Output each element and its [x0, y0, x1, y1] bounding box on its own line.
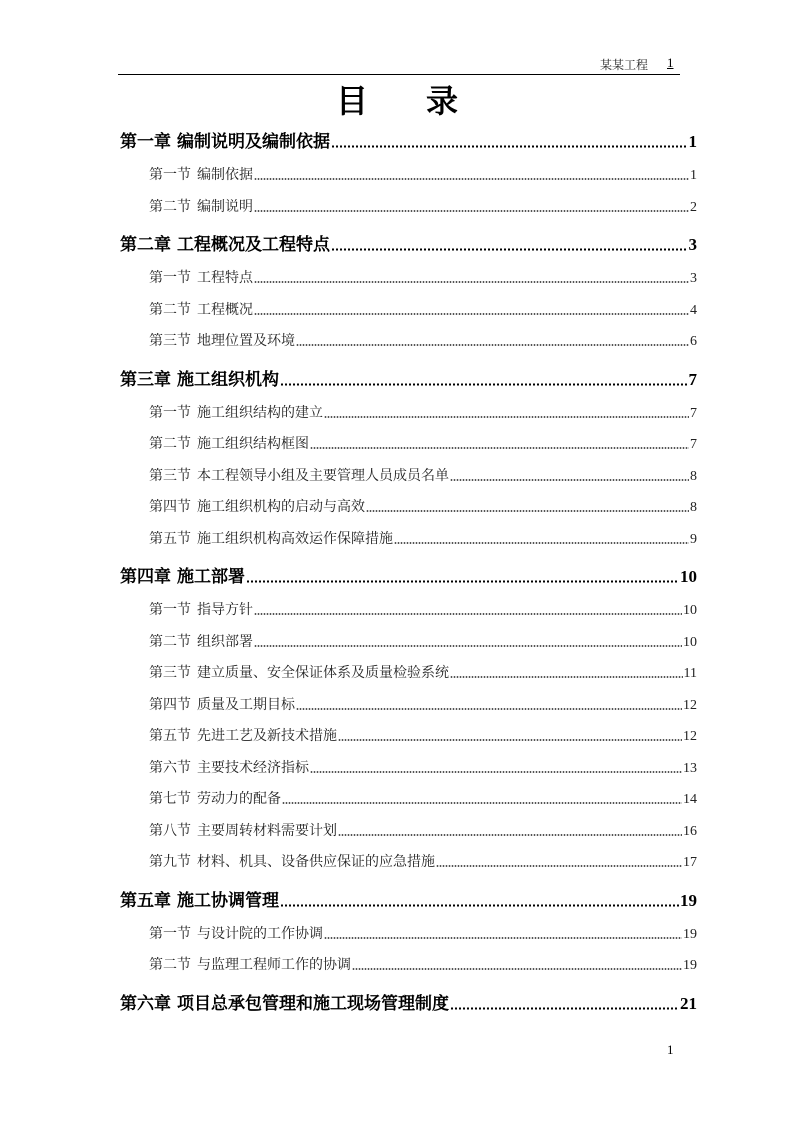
entry-label	[149, 267, 253, 287]
entry-label	[120, 886, 279, 911]
entry-page-number: 19	[683, 958, 697, 973]
entry-label	[149, 196, 253, 216]
dot-leader	[352, 968, 682, 970]
entry-number: 第六章	[120, 993, 171, 1013]
entry-number: 第三节	[149, 666, 191, 681]
dot-leader	[254, 281, 689, 283]
entry-title: 项目总承包管理和施工现场管理制度	[177, 993, 449, 1013]
footer-page-number: 1	[667, 1042, 674, 1057]
entry-page-number: 1	[690, 168, 697, 183]
dot-leader	[324, 937, 682, 939]
entry-number: 第二节	[149, 302, 191, 318]
entry-title: 工程特点	[197, 271, 253, 286]
entry-label	[149, 788, 281, 808]
entry-title: 本工程领导小组及主要管理人员成员名单	[197, 468, 449, 484]
toc-chapter-entry[interactable]	[120, 230, 697, 255]
dot-leader	[282, 802, 682, 804]
entry-label	[149, 402, 323, 422]
entry-number: 第二节	[149, 437, 191, 452]
dot-leader	[331, 145, 688, 148]
entry-number: 第一节	[149, 926, 191, 942]
entry-title: 施工组织结构的建立	[197, 405, 323, 421]
toc-section-entry[interactable]	[149, 196, 697, 216]
toc-title: 目录	[335, 82, 516, 120]
entry-number: 第一节	[149, 271, 191, 286]
entry-page-number: 11	[683, 666, 697, 681]
entry-label	[149, 330, 295, 350]
dot-leader	[254, 178, 689, 180]
entry-title: 施工组织机构的启动与高效	[197, 500, 365, 515]
entry-page-number: 10	[683, 603, 697, 618]
entry-page-number: 1	[688, 132, 697, 151]
toc-section-entry[interactable]	[149, 631, 697, 651]
dot-leader	[450, 676, 683, 678]
dot-leader	[310, 771, 682, 773]
toc-section-entry[interactable]	[149, 788, 697, 808]
entry-number: 第九节	[149, 855, 191, 870]
entry-title: 施工部署	[177, 567, 245, 586]
entry-number: 第四章	[120, 567, 171, 586]
entry-number: 第四节	[149, 500, 191, 515]
entry-number: 第一章	[120, 132, 171, 151]
entry-number: 第三章	[120, 369, 171, 389]
toc-section-entry[interactable]	[149, 402, 697, 422]
entry-title: 地理位置及环境	[197, 334, 295, 349]
entry-label	[149, 662, 449, 682]
entry-page-number: 2	[690, 199, 697, 215]
toc-section-entry[interactable]	[149, 725, 697, 745]
entry-label	[149, 757, 309, 777]
toc-section-entry[interactable]	[149, 465, 697, 485]
dot-leader	[280, 904, 679, 907]
dot-leader	[324, 416, 689, 418]
toc-section-entry[interactable]	[149, 923, 697, 943]
entry-label	[149, 851, 435, 871]
entry-label	[149, 631, 253, 651]
entry-label	[149, 299, 253, 319]
toc-section-entry[interactable]	[149, 299, 697, 319]
entry-number: 第一节	[149, 603, 191, 618]
toc-chapter-entry[interactable]	[120, 886, 697, 911]
entry-page-number: 6	[690, 334, 697, 349]
toc-section-entry[interactable]	[149, 954, 697, 974]
entry-title: 工程概况及工程特点	[177, 235, 330, 254]
entry-number: 第二节	[149, 634, 191, 650]
entry-number: 第五节	[149, 729, 191, 744]
entry-label	[149, 954, 351, 974]
dot-leader	[254, 613, 682, 615]
entry-page-number: 12	[683, 697, 697, 713]
entry-page-number: 17	[683, 855, 697, 870]
entry-label	[149, 725, 337, 745]
entry-title: 建立质量、安全保证体系及质量检验系统	[197, 666, 449, 681]
entry-number: 第六节	[149, 760, 191, 776]
entry-page-number: 9	[690, 531, 697, 547]
entry-page-number: 14	[683, 792, 697, 807]
toc-section-entry[interactable]	[149, 330, 697, 350]
entry-number: 第五节	[149, 531, 191, 547]
entry-number: 第七节	[149, 792, 191, 807]
entry-title: 编制说明	[197, 199, 253, 215]
entry-label	[149, 496, 365, 516]
entry-number: 第三节	[149, 468, 191, 484]
entry-page-number: 21	[680, 993, 697, 1013]
entry-number: 第二节	[149, 199, 191, 215]
dot-leader	[246, 580, 679, 583]
entry-title: 主要技术经济指标	[197, 760, 309, 776]
entry-title: 施工组织机构高效运作保障措施	[197, 531, 393, 547]
entry-title: 工程概况	[197, 302, 253, 318]
entry-page-number: 13	[683, 760, 697, 776]
entry-number: 第八节	[149, 823, 191, 839]
entry-title: 质量及工期目标	[197, 697, 295, 713]
header-title: 某某工程	[600, 58, 649, 72]
toc-section-entry[interactable]	[149, 496, 697, 516]
entry-page-number: 19	[680, 890, 697, 910]
entry-label	[149, 820, 337, 840]
entry-number: 第三节	[149, 334, 191, 349]
entry-title: 材料、机具、设备供应保证的应急措施	[197, 855, 435, 870]
entry-number: 第一节	[149, 168, 191, 183]
toc-section-entry[interactable]	[149, 267, 697, 287]
dot-leader	[296, 708, 682, 710]
entry-title: 主要周转材料需要计划	[197, 823, 337, 839]
entry-page-number: 16	[683, 823, 697, 839]
entry-title: 先进工艺及新技术措施	[197, 729, 337, 744]
entry-title: 指导方针	[197, 603, 253, 618]
entry-title: 施工组织结构框图	[197, 437, 309, 452]
entry-page-number: 10	[680, 567, 697, 586]
toc-chapter-entry[interactable]	[120, 562, 697, 587]
entry-page-number: 8	[690, 468, 697, 484]
entry-number: 第二节	[149, 958, 191, 973]
entry-label	[120, 365, 279, 390]
entry-label	[120, 127, 330, 152]
toc-section-entry[interactable]	[149, 757, 697, 777]
dot-leader	[436, 865, 682, 867]
entry-title: 劳动力的配备	[197, 792, 281, 807]
dot-leader	[338, 834, 682, 836]
entry-page-number: 7	[688, 369, 697, 389]
entry-page-number: 10	[683, 634, 697, 650]
toc-chapter-entry[interactable]	[120, 365, 697, 390]
entry-title: 与监理工程师工作的协调	[197, 958, 351, 973]
entry-label	[149, 923, 323, 943]
entry-page-number: 3	[690, 271, 697, 286]
entry-label	[149, 465, 449, 485]
toc-chapter-entry[interactable]	[120, 127, 697, 152]
entry-title: 编制说明及编制依据	[177, 132, 330, 151]
toc-section-entry[interactable]	[149, 694, 697, 714]
entry-page-number: 8	[690, 500, 697, 515]
dot-leader	[310, 447, 689, 449]
entry-label	[149, 433, 309, 453]
entry-title: 编制依据	[197, 168, 253, 183]
entry-title: 施工组织机构	[177, 369, 279, 389]
dot-leader	[254, 210, 689, 212]
toc-section-entry[interactable]	[149, 599, 697, 619]
entry-page-number: 4	[690, 302, 697, 318]
entry-page-number: 19	[683, 926, 697, 942]
header-rule	[118, 74, 680, 75]
entry-label	[149, 164, 253, 184]
dot-leader	[331, 248, 688, 251]
entry-page-number: 12	[683, 729, 697, 744]
toc-section-entry[interactable]	[149, 662, 697, 682]
toc-section-entry[interactable]	[149, 433, 697, 453]
entry-label	[120, 562, 245, 587]
toc-section-entry[interactable]	[149, 164, 697, 184]
entry-number: 第二章	[120, 235, 171, 254]
toc-section-entry[interactable]	[149, 528, 697, 548]
toc-section-entry[interactable]	[149, 851, 697, 871]
dot-leader	[450, 479, 689, 481]
entry-number: 第四节	[149, 697, 191, 713]
dot-leader	[280, 383, 688, 386]
dot-leader	[450, 1007, 679, 1010]
entry-title: 组织部署	[197, 634, 253, 650]
entry-label	[120, 989, 449, 1014]
dot-leader	[338, 739, 682, 741]
dot-leader	[254, 645, 682, 647]
dot-leader	[296, 344, 689, 346]
toc-section-entry[interactable]	[149, 820, 697, 840]
entry-label	[149, 599, 253, 619]
entry-page-number: 3	[688, 235, 697, 254]
entry-page-number: 7	[690, 437, 697, 452]
dot-leader	[254, 313, 689, 315]
entry-page-number: 7	[690, 405, 697, 421]
entry-number: 第一节	[149, 405, 191, 421]
entry-label	[149, 694, 295, 714]
entry-title: 施工协调管理	[177, 890, 279, 910]
entry-title: 与设计院的工作协调	[197, 926, 323, 942]
entry-number: 第五章	[120, 890, 171, 910]
entry-label	[120, 230, 330, 255]
header-page-number: 1	[667, 55, 674, 70]
entry-label	[149, 528, 393, 548]
toc-chapter-entry[interactable]	[120, 989, 697, 1014]
dot-leader	[394, 542, 689, 544]
dot-leader	[366, 510, 689, 512]
